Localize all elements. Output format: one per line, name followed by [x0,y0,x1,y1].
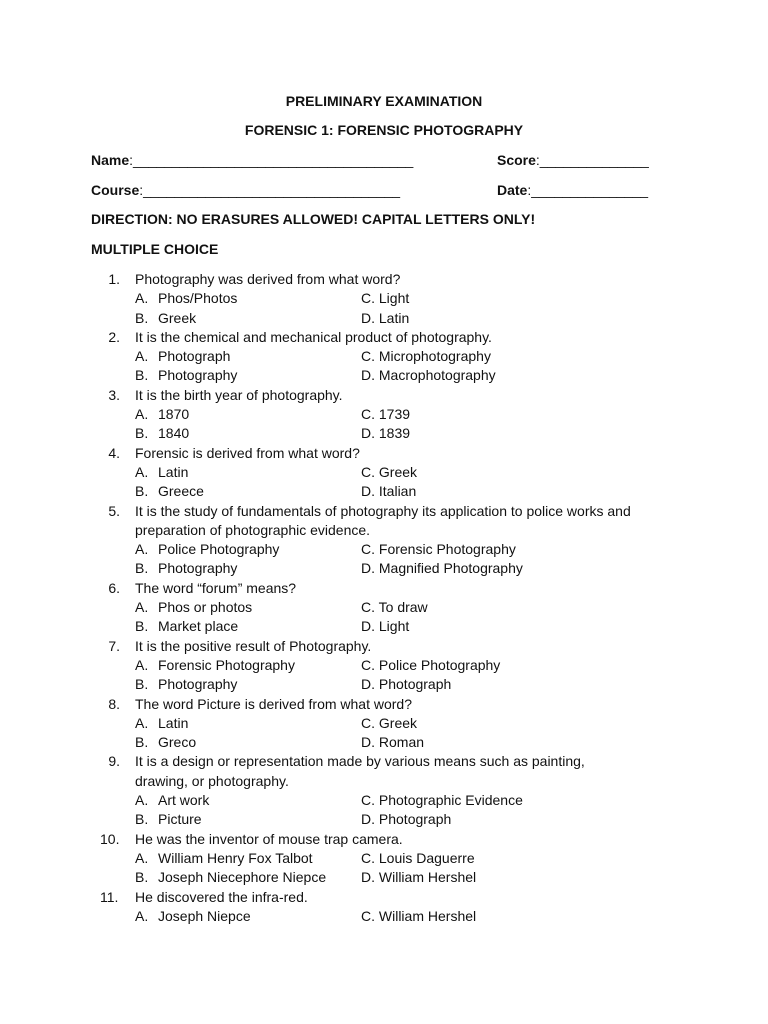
option-text: Greco [158,734,197,751]
question-text: It is the study of fundamentals of photography its application to police works and [135,502,631,519]
score-line: :______________ [535,152,649,168]
direction-text: DIRECTION: NO ERASURES ALLOWED! CAPITAL LETTERS ONLY! [91,211,536,227]
question-list [0,270,768,926]
option-text: 1840 [158,425,190,442]
question-item [0,888,768,927]
exam-subtitle: FORENSIC 1: FORENSIC PHOTOGRAPHY [244,122,524,138]
option-letter: A. [135,907,149,924]
option-row [0,868,768,887]
option-right: D. Latin [361,309,410,326]
option-letter: B. [135,367,149,384]
question-item [0,444,768,502]
question-item [0,637,768,695]
name-label: Name [91,152,130,168]
question-text: The word Picture is derived from what word? [135,695,412,712]
question-item [0,830,768,888]
question-line [0,579,768,598]
option-left [135,405,189,424]
option-left [135,540,279,559]
option-left [135,559,237,578]
option-row [0,598,768,617]
question-number: 2. [108,328,120,345]
option-letter: A. [135,599,149,616]
option-row [0,656,768,675]
option-left [135,347,230,366]
option-text: Phos or photos [158,599,253,616]
question-line [0,444,768,463]
option-letter: B. [135,560,149,577]
option-right: D. William Hershel [361,869,477,886]
question-number: 11. [100,888,119,905]
option-left [135,656,295,675]
option-text: William Henry Fox Talbot [158,849,313,866]
option-right: C. William Hershel [361,907,477,924]
option-row [0,405,768,424]
option-row [0,540,768,559]
question-number: 7. [108,637,120,654]
question-text: preparation of photographic evidence. [135,521,371,538]
option-letter: A. [135,849,149,866]
option-letter: B. [135,483,149,500]
option-right: D. Italian [361,483,417,500]
option-left [135,366,237,385]
score-label: Score [497,152,536,168]
name-field [91,152,413,168]
question-line [0,695,768,714]
course-line: :_________________________________ [139,182,401,198]
option-left [135,675,237,694]
question-item [0,328,768,386]
option-right: C. Louis Daguerre [361,849,475,866]
question-text: The word “forum” means? [135,579,297,596]
question-number: 10. [100,830,120,847]
option-right: D. Roman [361,734,425,751]
option-row [0,559,768,578]
question-text: It is a design or representation made by various means such as painting, [135,753,585,770]
option-right: D. Light [361,618,410,635]
option-right: C. Photographic Evidence [361,792,523,809]
option-letter: A. [135,290,149,307]
question-line [0,328,768,347]
option-row [0,463,768,482]
score-field [497,152,649,168]
option-row [0,849,768,868]
question-text: Photography was derived from what word? [135,271,401,287]
question-number: 5. [108,502,120,519]
question-item [0,386,768,444]
option-row [0,366,768,385]
option-left [135,617,238,636]
option-text: Greek [158,309,197,326]
option-left [135,907,251,926]
course-label: Course [91,182,140,198]
option-right: D. 1839 [361,425,411,442]
option-row [0,733,768,752]
option-row [0,289,768,308]
option-right: D. Macrophotography [361,367,496,384]
option-row [0,907,768,926]
option-text: Joseph Niecephore Niepce [158,869,327,886]
option-right: D. Photograph [361,676,452,693]
option-right: C. To draw [361,599,428,616]
question-item [0,752,768,829]
question-item [0,270,768,328]
option-right: C. Greek [361,463,418,480]
option-letter: A. [135,541,149,558]
question-line [0,888,768,907]
question-number: 4. [108,444,120,461]
question-number: 6. [108,579,120,596]
option-text: Latin [158,463,189,480]
question-line [0,521,768,540]
option-left [135,463,188,482]
option-row [0,309,768,328]
option-left [135,791,209,810]
option-right: C. Light [361,290,410,307]
option-right: C. Police Photography [361,656,501,673]
question-item [0,579,768,637]
option-text: Police Photography [158,541,280,558]
option-row [0,810,768,829]
question-line [0,830,768,849]
exam-title: PRELIMINARY EXAMINATION [285,93,483,109]
option-row [0,675,768,694]
option-row [0,617,768,636]
option-left [135,309,196,328]
question-text: He was the inventor of mouse trap camera. [135,830,403,847]
option-left [135,849,313,868]
option-letter: B. [135,869,149,886]
option-row [0,482,768,501]
option-letter: A. [135,463,149,480]
option-text: Photography [158,560,238,577]
option-left [135,868,326,887]
question-item [0,695,768,753]
name-line: :____________________________________ [129,152,414,168]
question-number: 3. [108,386,120,403]
option-left [135,733,196,752]
question-number: 1. [108,271,120,287]
option-left [135,598,252,617]
option-text: Art work [158,792,210,809]
option-text: Picture [158,811,202,828]
option-text: Photography [158,676,238,693]
option-right: D. Magnified Photography [361,560,523,577]
option-right: C. 1739 [361,406,411,423]
option-letter: A. [135,714,149,731]
option-row [0,714,768,733]
option-letter: A. [135,348,149,365]
option-text: Phos/Photos [158,290,238,307]
option-letter: A. [135,656,149,673]
question-line [0,772,768,791]
option-row [0,424,768,443]
date-label: Date [497,182,528,198]
option-left [135,810,202,829]
option-text: Latin [158,714,189,731]
option-left [135,714,188,733]
question-number: 8. [108,695,120,712]
option-text: Market place [158,618,239,635]
option-letter: A. [135,792,149,809]
option-row [0,347,768,366]
section-title: MULTIPLE CHOICE [91,241,219,257]
option-text: Photograph [158,348,231,365]
option-letter: B. [135,425,149,442]
date-field [497,182,648,198]
date-line: :_______________ [527,182,649,198]
option-text: Joseph Niepce [158,907,251,924]
option-left [135,424,189,443]
option-letter: B. [135,618,149,635]
option-right: C. Forensic Photography [361,541,516,558]
course-field [91,182,400,198]
option-letter: B. [135,811,149,828]
option-text: Photography [158,367,238,384]
question-line [0,270,768,289]
option-text: Greece [158,483,204,500]
option-left [135,482,204,501]
question-line [0,752,768,771]
question-text: drawing, or photography. [135,772,289,789]
option-letter: B. [135,734,149,751]
option-text: 1870 [158,406,190,423]
question-text: He discovered the infra-red. [135,888,308,905]
question-line [0,386,768,405]
option-right: D. Photograph [361,811,452,828]
question-text: It is the birth year of photography. [135,386,343,403]
question-line [0,502,768,521]
question-item [0,502,768,579]
question-line [0,637,768,656]
option-right: C. Microphotography [361,348,491,365]
question-text: It is the positive result of Photography. [135,637,372,654]
option-letter: A. [135,406,149,423]
question-text: It is the chemical and mechanical product of photography. [135,328,492,345]
question-number: 9. [108,753,120,770]
option-left [135,289,237,308]
question-text: Forensic is derived from what word? [135,444,360,461]
option-row [0,791,768,810]
option-letter: B. [135,676,149,693]
option-right: C. Greek [361,714,418,731]
option-text: Forensic Photography [158,656,295,673]
option-letter: B. [135,309,149,326]
